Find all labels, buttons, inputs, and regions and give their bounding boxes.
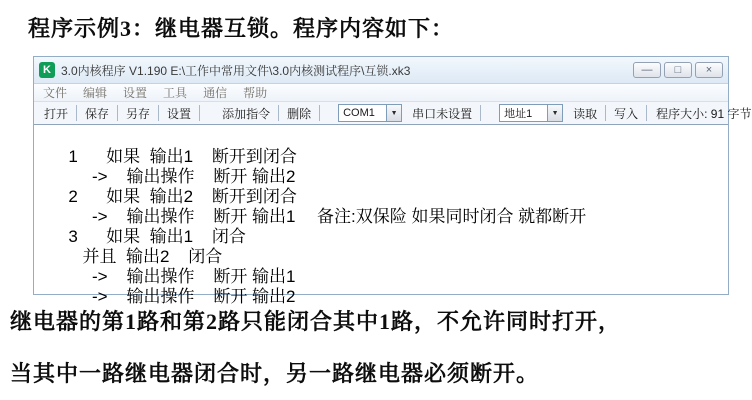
window-title: 3.0内核程序 V1.190 E:\工作中常用文件\3.0内核测试程序\互锁.xk3 (61, 63, 411, 78)
delete-button[interactable]: 删除 (287, 106, 312, 121)
read-button[interactable]: 读取 (573, 106, 598, 121)
save-as-button[interactable]: 另存 (126, 106, 151, 121)
toolbar-separator (76, 105, 77, 121)
open-button[interactable]: 打开 (44, 106, 69, 121)
close-button[interactable] (695, 62, 723, 78)
toolbar-separator (605, 105, 606, 121)
footer-line-2: 当其中一路继电器闭合时，另一路继电器必须断开。 (10, 361, 540, 386)
save-button[interactable]: 保存 (85, 106, 110, 121)
menu-edit[interactable]: 编辑 (83, 86, 108, 100)
program-row-text: -> 输出操作 断开 输出2 (68, 167, 296, 186)
program-row[interactable] (40, 147, 728, 186)
program-row-remark: 备注:双保险 如果同时闭合 就都断开 (317, 207, 587, 226)
toolbar-separator (117, 105, 118, 121)
window-controls (630, 62, 723, 78)
minimize-button[interactable] (633, 62, 661, 78)
toolbar-separator (278, 105, 279, 121)
program-row-text: 1 如果 输出1 断开到闭合 (68, 147, 297, 166)
serial-status-button[interactable]: 串口未设置 (412, 106, 473, 121)
write-button[interactable]: 写入 (614, 106, 639, 121)
program-row-text: -> 输出操作 断开 输出2 (68, 287, 296, 306)
toolbar-separator (480, 105, 481, 121)
toolbar (34, 102, 752, 125)
page-title: 程序示例3：继电器互锁。程序内容如下： (28, 16, 455, 41)
footer-line-1: 继电器的第1路和第2路只能闭合其中1路，不允许同时打开， (10, 309, 622, 334)
program-row-text: 3 如果 输出1 闭合 (68, 227, 246, 246)
close-icon: × (705, 63, 713, 76)
maximize-button[interactable] (664, 62, 692, 78)
program-row[interactable] (40, 167, 728, 206)
program-row-text: 并且 输出2 闭合 (68, 247, 223, 266)
program-row[interactable] (40, 247, 728, 286)
toolbar-separator (319, 105, 320, 121)
minimize-icon: — (641, 63, 653, 76)
com-port-value: COM1 (343, 107, 375, 119)
chevron-down-icon[interactable]: ▼ (386, 105, 401, 121)
toolbar-separator (199, 105, 200, 121)
menu-bar (34, 84, 728, 102)
menu-tools[interactable]: 工具 (163, 86, 188, 100)
com-port-select[interactable] (338, 104, 402, 122)
maximize-icon: □ (674, 63, 682, 76)
window-titlebar[interactable] (34, 57, 728, 84)
app-logo-icon: K (39, 62, 55, 78)
program-row[interactable] (40, 207, 728, 246)
program-listing (34, 125, 728, 306)
program-size-label: 程序大小: 91 字节 (656, 106, 752, 121)
program-row[interactable] (40, 127, 728, 166)
program-row-text: 2 如果 输出2 断开到闭合 (68, 187, 297, 206)
footer-paragraph (10, 305, 621, 388)
chevron-down-icon[interactable]: ▼ (547, 105, 562, 121)
program-row[interactable] (40, 227, 728, 266)
settings-button[interactable]: 设置 (167, 106, 192, 121)
program-row[interactable] (40, 267, 728, 306)
menu-help[interactable]: 帮助 (243, 86, 268, 100)
menu-settings[interactable]: 设置 (123, 86, 148, 100)
address-value: 地址1 (504, 108, 533, 120)
toolbar-separator (158, 105, 159, 121)
menu-communication[interactable]: 通信 (203, 86, 228, 100)
add-instruction-button[interactable]: 添加指令 (222, 106, 271, 121)
toolbar-separator (646, 105, 647, 121)
menu-file[interactable]: 文件 (43, 86, 68, 100)
address-select[interactable] (499, 104, 563, 122)
program-row-text: -> 输出操作 断开 输出1 (68, 267, 296, 286)
program-row-text: -> 输出操作 断开 输出1 (68, 207, 296, 226)
app-window (33, 56, 752, 306)
